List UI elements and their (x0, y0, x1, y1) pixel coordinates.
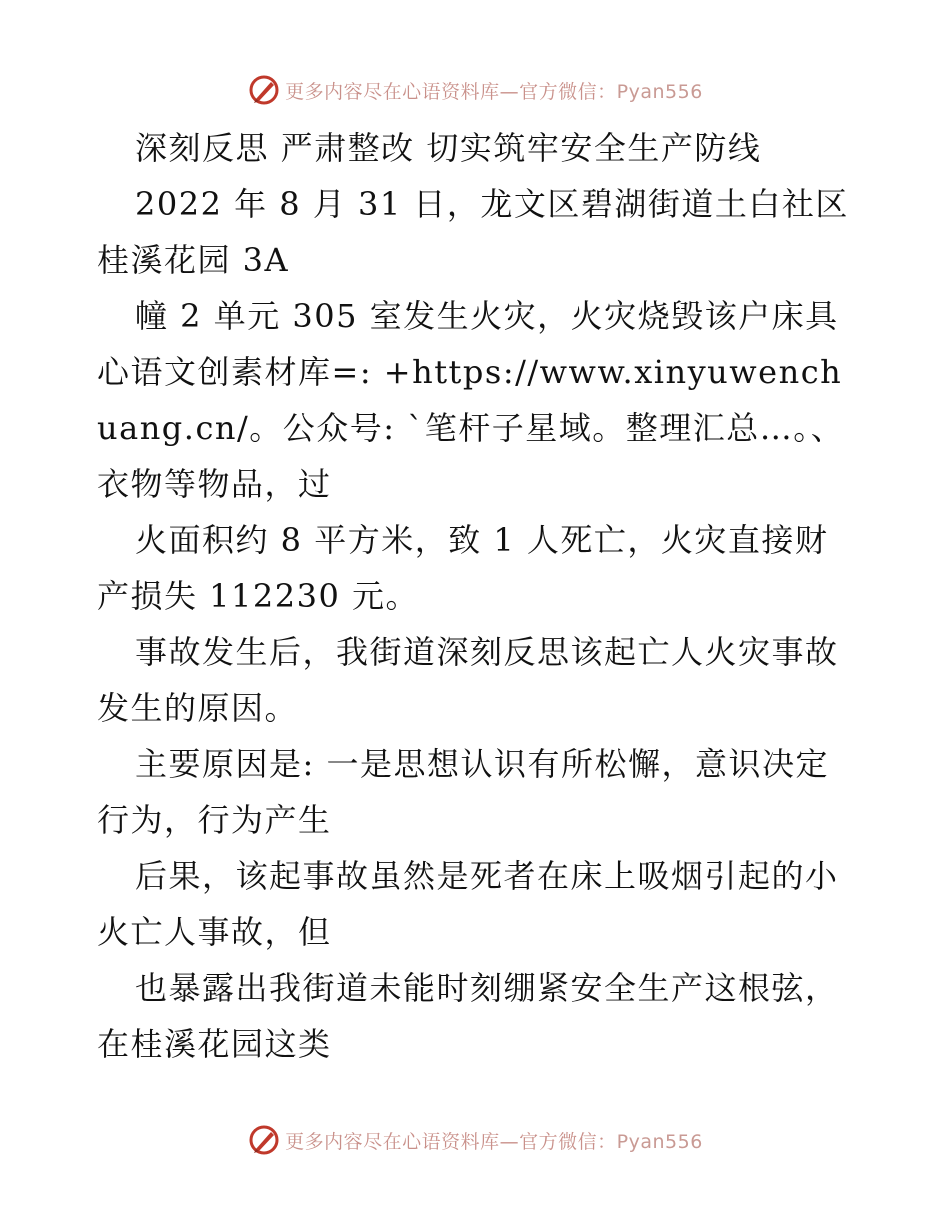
paragraph: 幢 2 单元 305 室发生火灾，火灾烧毁该户床具心语文创素材库=: +https://www.xinyuwenchuang.cn/。公众号: `笔杆子星域。整理汇总…。、衣物等物品，过 (97, 297, 845, 503)
header-watermark (0, 70, 950, 110)
footer-watermark (0, 1120, 950, 1160)
document-body (97, 120, 857, 1072)
watermark-text: 更多内容尽在心语资料库—官方微信：Pyan556 (285, 80, 703, 103)
document-title: 深刻反思 严肃整改 切实筑牢安全生产防线 (135, 129, 762, 167)
paragraph: 后果，该起事故虽然是死者在床上吸烟引起的小火亡人事故，但 (97, 857, 839, 951)
pen-in-circle-logo-icon (247, 73, 281, 107)
paragraph: 2022 年 8 月 31 日，龙文区碧湖街道土白社区桂溪花园 3A (97, 185, 849, 279)
watermark-text: 更多内容尽在心语资料库—官方微信：Pyan556 (285, 1130, 703, 1153)
paragraph: 也暴露出我街道未能时刻绷紧安全生产这根弦，在桂溪花园这类 (97, 969, 839, 1063)
paragraph: 火面积约 8 平方米，致 1 人死亡，火灾直接财产损失 112230 元。 (97, 521, 829, 615)
pen-in-circle-logo-icon (247, 1123, 281, 1157)
paragraph: 事故发生后，我街道深刻反思该起亡人火灾事故发生的原因。 (97, 633, 839, 727)
paragraph: 主要原因是: 一是思想认识有所松懈，意识决定行为，行为产生 (97, 745, 829, 839)
